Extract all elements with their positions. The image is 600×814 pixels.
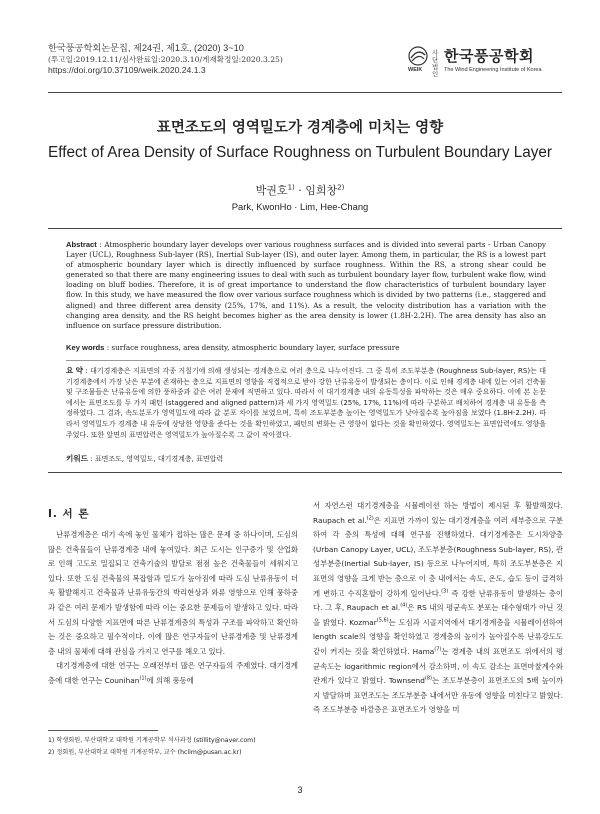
text-span: 은 RS 내의 평균속도 분포는 대수형태가 아닌 것을 밝혔다. Kozmar: [313, 603, 563, 627]
citation: (2): [366, 515, 374, 522]
citation: (8): [424, 675, 432, 682]
footnote-1: 1) 학생회원, 부산대학교 대학원 기계공학부 석사과정 (stillity@naver.com): [48, 737, 256, 744]
footnote-2: 2) 정회원, 부산대학교 대학원 기계공학부, 교수 (hclim@pusan.ac.kr): [48, 748, 242, 756]
korean-keywords-text: : 표면조도, 영역밀도, 대기경계층, 표면압력: [90, 455, 224, 463]
logo-name-ko: 한국풍공학회: [444, 47, 534, 65]
footnotes: [48, 735, 303, 758]
keywords-text: : surface roughness, area density, atmospheric boundary layer, surface pressure: [106, 343, 400, 352]
author-1-mark: 1): [287, 183, 295, 192]
society-logo: [408, 46, 558, 76]
abstract-divider: [66, 360, 546, 361]
author-1: 박권호: [255, 184, 288, 197]
author-2: 임희창: [305, 184, 338, 197]
citation: (3): [441, 588, 449, 595]
logo-abbr: WEIK: [408, 67, 423, 73]
journal-source: 한국풍공학회논문집, 제24권, 제1호, (2020) 3~10: [48, 43, 244, 53]
header-rule: [48, 92, 562, 93]
abstract-text: : Atmospheric boundary layer develops over various roughness surfaces and is divided into several parts - Urban Canopy Layer (UCL), Roughness Sub-layer (RS), Inertial Sub-layer (IS), and outer layer. Among them, in particular, the RS is a lowest part of atmospheric boundary layer which is directly influenced by surface roughness. Within the RS, a strong shear could be generated so that there are many engineering issues to deal with such as turbulent boundary layer flow, turbulent wake flow, wind loading on bluff bodies. Therefore, it is of great importance to understand the flow characteristics of turbulent boundary layer flow. In this study, we have measured the flow over various surface roughness which is divided by two patterns (i.e., staggered and aligned) and three different area density (25%, 17%, and 11%). As a result, the velocity distribution has a variation with the changing area density, and the RS height becomes higher as the area density is lower (1.8H-2.2H). The area density has also an influence on surface pressure distribution.: [66, 240, 546, 330]
citation: (5,6): [376, 617, 389, 624]
keywords: [66, 343, 546, 353]
text-span: 은 지표면 가까이 있는 대기경계층을 여러 세부층으로 구분하여 각 층의 특성에 대해 연구를 진행하였다. 대기경계층은 도시차양층(Urban Canopy Layer, UCL), 조도부분층(Roughness Sub-layer, RS), 관성부분층(Inertial Sub-layer, IS) 등으로 나누어지며, 특히 조도부분층은 지표면의 영향을 크게 받는 층으로 이 층 내에서는 속도, 온도, 습도 등이 급격하게 변하고 수직혼합이 강하게 일어난다.: [313, 515, 563, 598]
text-span: 대기경계층에 대한 연구는 오래전부터 많은 연구자들의 주제였다. 대기경계층에 대한 연구는 Counihan: [48, 661, 298, 685]
section-heading: I. 서 론: [48, 508, 90, 520]
journal-header: [48, 43, 283, 76]
text-span: 서 자연스런 대기경계층을 시뮬레이션 하는 방법이 제시된 후 활발해졌다. Raupach et al.: [313, 501, 563, 525]
citation: (4): [400, 602, 408, 609]
abstract-top-rule: [48, 228, 562, 229]
paragraph: [48, 659, 298, 688]
body-left-column: [48, 528, 298, 689]
text-span: 는 도심과 시골지역에서 대기경계층을 시뮬레이션하여 length scale의 영향을 확인하였고 경계층의 높이가 높아질수록 난류강도도 같이 커지는 것을 확인하였다. Hama: [313, 617, 563, 656]
text-span: 즉 강한 난류유동이 발생하는 층이다. 그 후, Raupach et al.: [313, 588, 563, 613]
submission-dates: (투고일:2019.12.11/심사완료일:2020.3.10/게재확정일:2020.3.25): [48, 55, 283, 64]
text-span: 에 의해 풍동에: [146, 675, 194, 685]
korean-keywords: [66, 454, 546, 464]
title-korean: 표면조도의 영역밀도가 경계층에 미치는 영향: [156, 120, 444, 136]
page-number: 3: [297, 785, 303, 795]
citation: (7): [434, 646, 442, 653]
keywords-label: Key words: [66, 343, 105, 352]
doi-link[interactable]: https://doi.org/10.37109/weik.2020.24.1.3: [48, 65, 206, 75]
logo-name-en: The Wind Engineering Institute of Korea: [444, 67, 542, 73]
author-separator: ·: [294, 184, 306, 197]
citation: (1): [139, 675, 147, 682]
summary-text: : 대기경계층은 지표면의 각종 거칠기에 의해 생성되는 경계층으로 여러 층으로 나누어진다. 그 중 특히 조도부분층 (Roughness Sub-layer, RS)는 대기경계층에서 가장 낮은 부분에 존재하는 층으로 지표면의 영향을 직접적으로 받아 강한 난류유동이 발생되는 층이다. 이로 인해 경계층 내에 있는 여러 건축물 및 구조물들은 난류유동에 의한 풍하중과 같은 여러 문제에 직면하고 있다. 따라서 이 대기경계층 내의 유동특성을 파악하는 것은 매우 중요하다. 이에 본 논문에서는 표면조도를 두 가지 패턴 (staggered and aligned pattern)과 세 가지 영역밀도 (25%, 17%, 11%)에 따라 구분하고 배치하여 경계층 내 유동을 측정하였다. 그 결과, 속도분포가 영역밀도에 따라 값 분포 차이를 보였으며, 특히 조도부분층 높이는 영역밀도가 낮아질수록 높아짐을 보였다 (1.8H-2.2H). 따라서 영역밀도가 경계층 내 유동에 상당한 영향을 준다는 것을 확인하였고, 패턴의 변화는 큰 영향이 없다는 것을 확인하였다. 영역밀도는 표면압력에도 영향을 주었다. 또한 앞면의 표면압력은 영역밀도가 높아질수록 그 값이 작아졌다.: [66, 367, 546, 439]
korean-keywords-label: 키워드: [66, 454, 89, 463]
weik-emblem-icon: [408, 46, 428, 66]
authors-english: Park, KwonHo · Lim, Hee-Chang: [231, 201, 369, 212]
title-english: Effect of Area Density of Surface Roughness on Turbulent Boundary Layer: [48, 144, 552, 161]
abstract: [66, 240, 546, 331]
footnote-rule: [48, 730, 158, 731]
author-2-mark: 2): [337, 183, 345, 192]
text-span: 는 경계층 내의 표면조도 위에서의 평균속도는 logarithmic region에서 감소하며, 이 속도 감소는 표면마찰계수와 관계가 있다고 밝혔다. Townsend: [313, 646, 563, 686]
abstract-label: Abstract: [66, 240, 97, 249]
paragraph: [313, 499, 563, 718]
paragraph: 난류경계층은 대기 속에 놓인 물체가 접하는 많은 문제 중 하나이며, 도심의 많은 건축물들이 난류경계층 내에 놓여있다. 최근 도시는 인구증가 및 산업화로 인해 고도로 밀집되고 건축기술의 발달로 점점 높은 건축물들이 세워지고 있다. 또한 도심 건축물의 복잡함과 밀도가 높아짐에 따라 도심 난류유동이 더욱 활발해지고 건축물과 난류유동간의 박리현상과 와류 영향으로 인해 풍하중과 같은 여러 문제가 발생함에 따라 이는 중요한 문제들이 발생하고 있다. 따라서 도심의 다양한 지표면에 따른 난류경계층의 특성과 구조를 파악하고 확인하는 것은 중요하고 필수적이다. 이에 많은 연구자들이 난류경계층 및 난류경계층 내의 물체에 대해 관심을 가지고 연구를 해오고 있다.: [48, 530, 298, 656]
logo-sub-label: 사단 법인: [432, 50, 439, 78]
korean-summary: [66, 366, 546, 440]
body-right-column: [313, 499, 563, 718]
text-span: 는 조도부분층이 표면조도의 5배 높이까지 발달하며 표면조도는 조도부분층 내에서만 유동에 영향을 미친다고 밝혔다. 즉 조도부분층 바깥층은 표면조도가 영향을 미: [313, 676, 563, 715]
body-top-rule: [48, 472, 562, 473]
summary-label: 요 약: [66, 366, 83, 375]
authors-korean: [0, 182, 600, 198]
